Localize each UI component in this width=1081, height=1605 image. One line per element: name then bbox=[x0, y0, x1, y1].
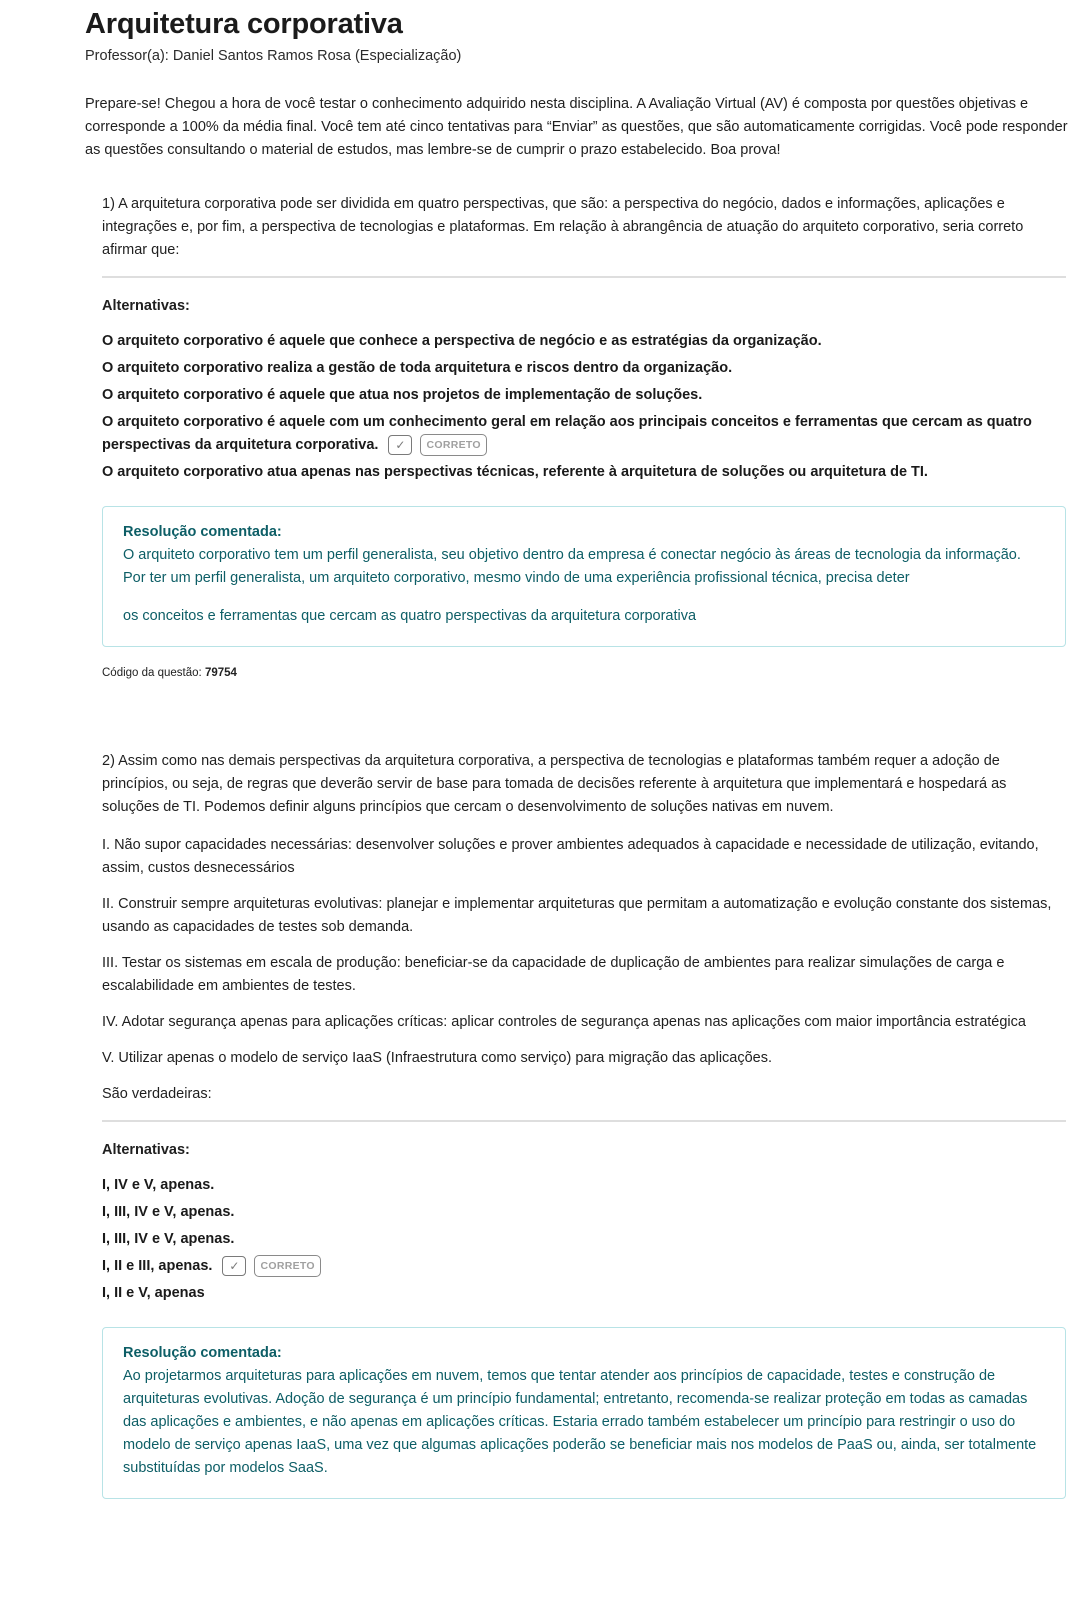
question-1 bbox=[102, 193, 1066, 679]
alternative-option[interactable]: O arquiteto corporativo é aquele que conhece a perspectiva de negócio e as estratégias da organização. bbox=[102, 333, 822, 349]
alternatives-heading: Alternativas: bbox=[102, 298, 190, 314]
question-code-label: Código da questão: bbox=[102, 667, 202, 679]
statement: IV. Adotar segurança apenas para aplicações críticas: aplicar controles de segurança apenas nas aplicações com maior importância estratégica bbox=[102, 1014, 1026, 1030]
alternative-option-correct[interactable] bbox=[102, 1255, 1066, 1278]
resolution-box bbox=[102, 1327, 1066, 1499]
statement: I. Não supor capacidades necessárias: desenvolver soluções e prover ambientes adequados à capacidade e necessidade de utilização, evitando, assim, custos desnecessários bbox=[102, 837, 1039, 876]
alternative-option[interactable]: I, IV e V, apenas. bbox=[102, 1177, 215, 1193]
correct-badge: CORRETO bbox=[254, 1255, 320, 1277]
divider bbox=[102, 1120, 1066, 1122]
statement: II. Construir sempre arquiteturas evolutivas: planejar e implementar arquiteturas que permitam a automatização e evolução constante dos sistemas, usando as capacidades de testes sob demanda. bbox=[102, 896, 1052, 935]
question-code bbox=[102, 667, 1066, 679]
alternative-text: I, II e III, apenas. bbox=[102, 1258, 213, 1274]
alternatives-list bbox=[102, 1174, 1066, 1305]
alternative-option[interactable]: O arquiteto corporativo realiza a gestão de toda arquitetura e riscos dentro da organização. bbox=[102, 360, 733, 376]
resolution-text: O arquiteto corporativo tem um perfil generalista, seu objetivo dentro da empresa é conectar negócio às áreas de tecnologia da informação. Por ter um perfil generalista, um arquiteto corporativo, mesmo vindo de uma experiência profissional técnica, precisa deter bbox=[123, 547, 1021, 586]
alternative-option-correct[interactable] bbox=[102, 411, 1066, 457]
resolution-box bbox=[102, 506, 1066, 647]
resolution-text: Ao projetarmos arquiteturas para aplicações em nuvem, temos que tentar atender aos princípios de capacidade, testes e construção de arquiteturas evolutivas. Adoção de segurança é um princípio fundamental; entretanto, recomenda-se realizar proteção em todas as camadas das aplicações e ambientes, e não apenas em aplicações críticas. Estaria errado também estabelecer um princípio para restringir o uso do modelo de serviço apenas IaaS, uma vez que algumas aplicações poderão se beneficiar mais nos modelos de PaaS ou, ainda, ser totalmente substituídas por modelos SaaS. bbox=[123, 1368, 1037, 1476]
resolution-heading: Resolução comentada: bbox=[123, 1345, 282, 1361]
correct-badge: CORRETO bbox=[420, 434, 486, 456]
alternative-option[interactable]: I, III, IV e V, apenas. bbox=[102, 1204, 235, 1220]
alternative-option[interactable]: I, III, IV e V, apenas. bbox=[102, 1231, 235, 1247]
divider bbox=[102, 276, 1066, 278]
question-text: 2) Assim como nas demais perspectivas da arquitetura corporativa, a perspectiva de tecnologias e plataformas também requer a adoção de princípios, ou seja, de regras que deverão servir de base para tomada de decisões referente à arquitetura que implementará e hospedará as soluções de TI. Podemos definir alguns princípios que cercam o desenvolvimento de soluções nativas em nuvem. bbox=[102, 753, 1007, 815]
intro-text: Prepare-se! Chegou a hora de você testar o conhecimento adquirido nesta disciplina. A Avaliação Virtual (AV) é composta por questões objetivas e corresponde a 100% da média final. Você tem até cinco tentativas para “Enviar” as questões, que são automaticamente corrigidas. Você pode responder as questões consultando o material de estudos, mas lembre-se de cumprir o prazo estabelecido. Boa prova! bbox=[85, 96, 1068, 158]
statement: III. Testar os sistemas em escala de produção: beneficiar-se da capacidade de duplicação de ambientes para realizar simulações de carga e escalabilidade em ambientes de testes. bbox=[102, 955, 1005, 994]
statement: V. Utilizar apenas o modelo de serviço IaaS (Infraestrutura como serviço) para migração das aplicações. bbox=[102, 1050, 773, 1066]
resolution-heading: Resolução comentada: bbox=[123, 524, 282, 540]
question-text: 1) A arquitetura corporativa pode ser dividida em quatro perspectivas, que são: a perspectiva do negócio, dados e informações, aplicações e integrações e, por fim, a perspectiva de tecnologias e plataformas. Em relação à abrangência de atuação do arquiteto corporativo, seria correto afirmar que: bbox=[102, 196, 1024, 258]
professor-name: Professor(a): Daniel Santos Ramos Rosa (Especialização) bbox=[85, 48, 462, 64]
check-icon: ✓ bbox=[388, 435, 412, 455]
alternatives-list bbox=[102, 330, 1066, 484]
alternative-option[interactable]: O arquiteto corporativo atua apenas nas perspectivas técnicas, referente à arquitetura de soluções ou arquitetura de TI. bbox=[102, 464, 928, 480]
check-icon: ✓ bbox=[222, 1256, 246, 1276]
alternatives-heading: Alternativas: bbox=[102, 1142, 190, 1158]
question-2 bbox=[102, 750, 1066, 1499]
alternative-option[interactable]: O arquiteto corporativo é aquele que atua nos projetos de implementação de soluções. bbox=[102, 387, 703, 403]
alternative-option[interactable]: I, II e V, apenas bbox=[102, 1285, 205, 1301]
page-title: Arquitetura corporativa bbox=[85, 8, 403, 40]
alternative-text: O arquiteto corporativo é aquele com um conhecimento geral em relação aos principais conceitos e ferramentas que cercam as quatro perspectivas da arquitetura corporativa. bbox=[102, 414, 1032, 453]
question-code-value: 79754 bbox=[204, 667, 237, 679]
resolution-text: os conceitos e ferramentas que cercam as quatro perspectivas da arquitetura corporativa bbox=[123, 608, 697, 624]
statement-prompt: São verdadeiras: bbox=[102, 1086, 212, 1102]
